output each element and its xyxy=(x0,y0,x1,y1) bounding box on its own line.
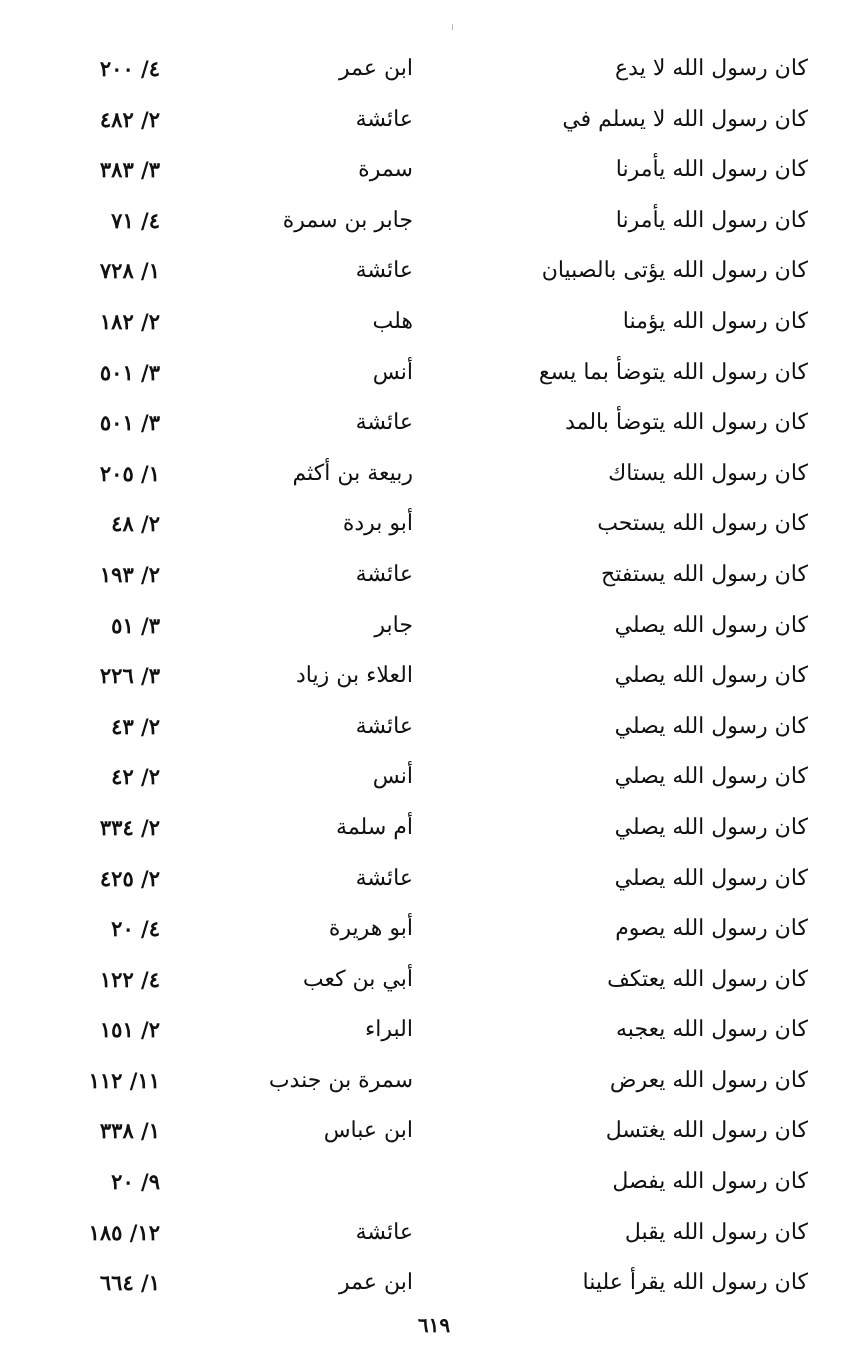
hadith-opening-text: كان رسول الله لا يسلم في xyxy=(562,106,808,132)
hadith-opening-text: كان رسول الله يستاك xyxy=(608,460,808,486)
narrator-name: عائشة xyxy=(355,106,413,132)
volume-page-reference: ٤/ ٢٠٠ xyxy=(99,56,160,81)
index-row xyxy=(0,198,868,249)
volume-page-reference: ٢/ ٤٢٥ xyxy=(99,865,160,891)
narrator-name: جابر xyxy=(374,612,413,638)
narrator-name: أم سلمة xyxy=(336,814,413,840)
hadith-opening-text: كان رسول الله يصلي xyxy=(614,663,808,689)
narrator-name: عائشة xyxy=(355,865,413,891)
volume-page-reference: ٢/ ٤٣ xyxy=(111,713,160,739)
index-row xyxy=(0,1108,868,1159)
narrator-name: هلب xyxy=(372,308,413,334)
hadith-opening-text: كان رسول الله لا يدع xyxy=(615,56,808,81)
hadith-opening-text: كان رسول الله يصوم xyxy=(615,916,808,942)
index-row xyxy=(0,552,868,603)
index-row xyxy=(0,1007,868,1058)
index-row xyxy=(0,906,868,957)
hadith-opening-text: كان رسول الله يؤتى بالصبيان xyxy=(541,258,808,284)
index-row xyxy=(0,1058,868,1109)
volume-page-reference: ٢/ ٣٣٤ xyxy=(99,814,160,840)
volume-page-reference: ٣/ ٥٠١ xyxy=(99,410,160,436)
index-row xyxy=(0,147,868,198)
index-row xyxy=(0,1260,868,1311)
index-row xyxy=(0,299,868,350)
index-row xyxy=(0,1159,868,1210)
hadith-opening-text: كان رسول الله يقبل xyxy=(624,1219,808,1245)
volume-page-reference: ٤/ ٢٠ xyxy=(111,916,160,942)
hadith-opening-text: كان رسول الله يعرض xyxy=(609,1067,808,1093)
volume-page-reference: ١/ ٦٦٤ xyxy=(99,1270,160,1296)
narrator-name: ابن عمر xyxy=(339,1270,413,1296)
index-row xyxy=(0,451,868,502)
volume-page-reference: ١/ ٧٢٨ xyxy=(99,258,160,284)
narrator-name: العلاء بن زياد xyxy=(295,663,413,689)
hadith-opening-text: كان رسول الله يعتكف xyxy=(607,966,808,992)
narrator-name: عائشة xyxy=(355,1219,413,1245)
scan-mark xyxy=(452,24,453,30)
index-row xyxy=(0,350,868,401)
narrator-name: أبو هريرة xyxy=(328,916,413,942)
index-row xyxy=(0,653,868,704)
hadith-opening-text: كان رسول الله يصلي xyxy=(614,764,808,790)
hadith-opening-text: كان رسول الله يؤمنا xyxy=(622,308,808,334)
volume-page-reference: ٣/ ٣٨٣ xyxy=(99,157,160,183)
index-row xyxy=(0,957,868,1008)
index-row xyxy=(0,856,868,907)
hadith-opening-text: كان رسول الله يستفتح xyxy=(601,561,808,587)
volume-page-reference: ٢/ ١٥١ xyxy=(99,1017,160,1043)
volume-page-reference: ١٢/ ١٨٥ xyxy=(88,1219,160,1245)
narrator-name: ربيعة بن أكثم xyxy=(292,460,413,486)
narrator-name: سمرة xyxy=(358,157,413,183)
volume-page-reference: ٣/ ٥١ xyxy=(111,612,160,638)
index-row xyxy=(0,97,868,148)
narrator-name: البراء xyxy=(364,1017,413,1043)
hadith-opening-text: كان رسول الله يتوضأ بما يسع xyxy=(538,359,808,385)
index-row xyxy=(0,1210,868,1261)
narrator-name: عائشة xyxy=(355,713,413,739)
narrator-name: ابن عباس xyxy=(323,1118,413,1144)
volume-page-reference: ٢/ ٤٨٢ xyxy=(99,106,160,132)
volume-page-reference: ٢/ ٤٨ xyxy=(111,511,160,537)
index-row xyxy=(0,805,868,856)
hadith-opening-text: كان رسول الله يصلي xyxy=(614,612,808,638)
narrator-name: أنس xyxy=(372,359,413,385)
hadith-index-table xyxy=(0,46,868,1311)
narrator-name: أنس xyxy=(372,764,413,790)
hadith-opening-text: كان رسول الله يقرأ علينا xyxy=(582,1270,808,1296)
hadith-opening-text: كان رسول الله يغتسل xyxy=(605,1118,808,1144)
index-row xyxy=(0,704,868,755)
volume-page-reference: ٤/ ١٢٢ xyxy=(99,966,160,992)
hadith-opening-text: كان رسول الله يفصل xyxy=(612,1169,808,1195)
narrator-name: عائشة xyxy=(355,410,413,436)
index-row xyxy=(0,754,868,805)
hadith-opening-text: كان رسول الله يعجبه xyxy=(616,1017,808,1043)
hadith-opening-text: كان رسول الله يأمرنا xyxy=(615,157,808,183)
narrator-name: أبي بن كعب xyxy=(302,966,413,992)
hadith-opening-text: كان رسول الله يتوضأ بالمد xyxy=(565,410,808,436)
index-row xyxy=(0,603,868,654)
volume-page-reference: ٢/ ٤٢ xyxy=(111,764,160,790)
index-row xyxy=(0,46,868,97)
volume-page-reference: ٢/ ١٩٣ xyxy=(99,561,160,587)
narrator-name: عائشة xyxy=(355,561,413,587)
volume-page-reference: ٤/ ٧١ xyxy=(111,207,160,233)
hadith-opening-text: كان رسول الله يصلي xyxy=(614,814,808,840)
volume-page-reference: ٩/ ٢٠ xyxy=(111,1169,160,1195)
volume-page-reference: ١/ ٣٣٨ xyxy=(99,1118,160,1144)
hadith-opening-text: كان رسول الله يستحب xyxy=(597,511,808,537)
volume-page-reference: ٢/ ١٨٢ xyxy=(99,308,160,334)
narrator-name: عائشة xyxy=(355,258,413,284)
index-row xyxy=(0,400,868,451)
volume-page-reference: ١١/ ١١٢ xyxy=(88,1067,160,1093)
volume-page-reference: ٣/ ٢٢٦ xyxy=(99,663,160,689)
narrator-name: ابن عمر xyxy=(339,56,413,81)
hadith-opening-text: كان رسول الله يصلي xyxy=(614,865,808,891)
index-row xyxy=(0,501,868,552)
volume-page-reference: ٣/ ٥٠١ xyxy=(99,359,160,385)
narrator-name: أبو بردة xyxy=(342,511,413,537)
hadith-opening-text: كان رسول الله يأمرنا xyxy=(615,207,808,233)
hadith-opening-text: كان رسول الله يصلي xyxy=(614,713,808,739)
index-row xyxy=(0,248,868,299)
page-number: ٦١٩ xyxy=(417,1313,451,1337)
narrator-name: سمرة بن جندب xyxy=(268,1067,413,1093)
volume-page-reference: ١/ ٢٠٥ xyxy=(99,460,160,486)
narrator-name: جابر بن سمرة xyxy=(282,207,413,233)
